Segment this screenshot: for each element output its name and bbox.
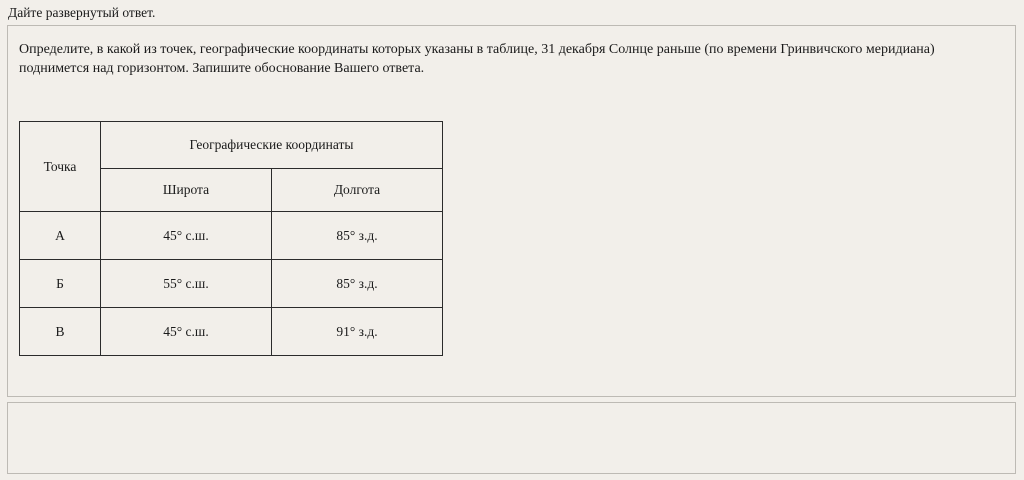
row-longitude-value: 85° з.д.	[272, 212, 443, 260]
row-point-label: В	[20, 308, 101, 356]
table-header-longitude: Долгота	[272, 169, 443, 212]
task-panel	[7, 25, 1016, 397]
row-longitude-value: 85° з.д.	[272, 260, 443, 308]
row-point-label: Б	[20, 260, 101, 308]
table-row	[20, 260, 443, 308]
table-header-latitude: Широта	[101, 169, 272, 212]
task-question-text: Определите, в какой из точек, географические координаты которых указаны в таблице, 31 декабря Солнце раньше (по времени Гринвичского меридиана) поднимется над горизонтом. Запишите обоснование Вашего ответа.	[19, 42, 935, 76]
table-header-row	[20, 122, 443, 169]
row-point-label: А	[20, 212, 101, 260]
row-latitude-value: 45° с.ш.	[101, 308, 272, 356]
table-row	[20, 212, 443, 260]
table-header-coordinates: Географические координаты	[101, 122, 443, 169]
coordinates-table	[19, 121, 443, 356]
table-header-point: Точка	[20, 122, 101, 212]
answer-input-area[interactable]	[7, 402, 1016, 474]
table-row	[20, 308, 443, 356]
row-latitude-value: 55° с.ш.	[101, 260, 272, 308]
row-latitude-value: 45° с.ш.	[101, 212, 272, 260]
row-longitude-value: 91° з.д.	[272, 308, 443, 356]
instruction-text: Дайте развернутый ответ.	[8, 5, 156, 20]
